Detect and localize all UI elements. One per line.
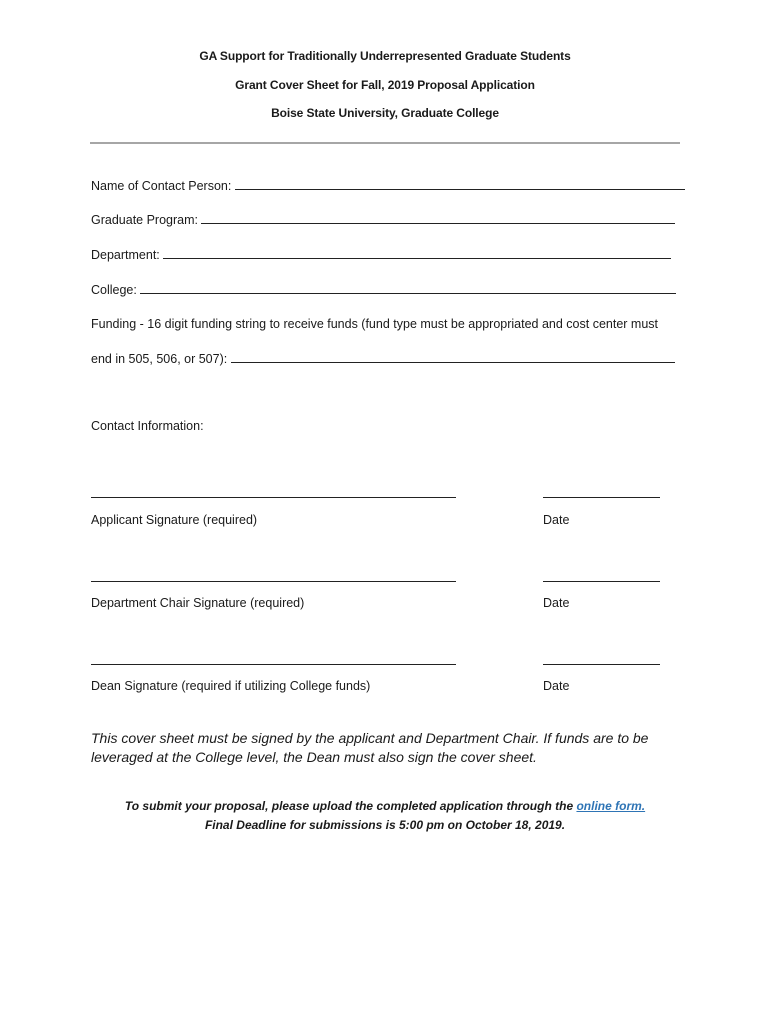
- contact-person-label: Name of Contact Person:: [91, 179, 232, 193]
- dean-date-label: Date: [543, 679, 570, 693]
- dean-signature-label: Dean Signature (required if utilizing College funds): [91, 679, 371, 693]
- funding-string-label: end in 505, 506, or 507):: [91, 352, 228, 366]
- submission-text: To submit your proposal, please upload the completed application through the: [124, 799, 577, 813]
- chair-date-label: Date: [543, 596, 570, 610]
- chair-signature-label: Department Chair Signature (required): [91, 596, 305, 610]
- chair-date-line[interactable]: [543, 581, 660, 582]
- college-label: College:: [91, 283, 137, 297]
- header-subtitle: Grant Cover Sheet for Fall, 2019 Proposal Application: [235, 78, 535, 92]
- college-blank[interactable]: [140, 282, 676, 294]
- graduate-program-blank[interactable]: [201, 212, 675, 224]
- online-form-link[interactable]: online form.: [576, 799, 646, 813]
- contact-person-field[interactable]: [91, 178, 685, 193]
- header-divider: [90, 142, 680, 144]
- header-institution: Boise State University, Graduate College: [271, 106, 499, 120]
- submission-instructions: [0, 797, 770, 816]
- applicant-date-label: Date: [543, 513, 570, 527]
- signature-requirement-note: This cover sheet must be signed by the applicant and Department Chair. If funds are to be leveraged at the College level, the Dean must also sign the cover sheet.: [91, 730, 649, 765]
- department-label: Department:: [91, 248, 160, 262]
- submission-deadline: Final Deadline for submissions is 5:00 pm on October 18, 2019.: [204, 818, 566, 832]
- funding-string-field[interactable]: [91, 351, 675, 366]
- applicant-signature-line[interactable]: [91, 497, 456, 498]
- contact-information-label: Contact Information:: [91, 419, 204, 433]
- college-field[interactable]: [91, 282, 676, 297]
- department-field[interactable]: [91, 247, 671, 262]
- applicant-signature-label: Applicant Signature (required): [91, 513, 258, 527]
- dean-signature-line[interactable]: [91, 664, 456, 665]
- chair-signature-line[interactable]: [91, 581, 456, 582]
- header-title: GA Support for Traditionally Underrepresented Graduate Students: [199, 49, 571, 63]
- contact-person-blank[interactable]: [235, 178, 685, 190]
- funding-instructions: Funding - 16 digit funding string to receive funds (fund type must be appropriated and cost center must: [91, 317, 658, 331]
- applicant-date-line[interactable]: [543, 497, 660, 498]
- dean-date-line[interactable]: [543, 664, 660, 665]
- funding-string-blank[interactable]: [231, 351, 675, 363]
- department-blank[interactable]: [163, 247, 671, 259]
- graduate-program-field[interactable]: [91, 212, 675, 227]
- graduate-program-label: Graduate Program:: [91, 213, 198, 227]
